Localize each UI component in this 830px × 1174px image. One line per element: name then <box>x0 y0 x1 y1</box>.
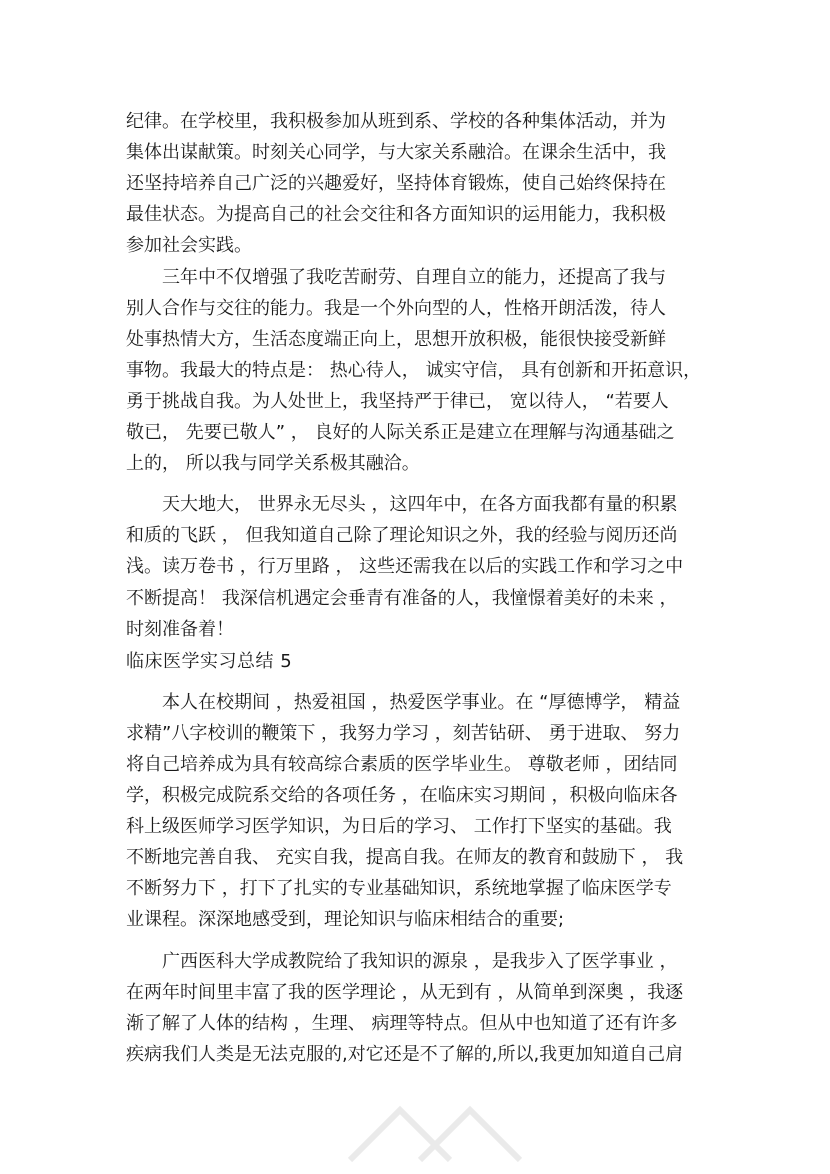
section-heading: 临床医学实习总结 5 <box>126 651 293 672</box>
text-line: 不断努力下 ，打下了扎实的专业基础知识，系统地掌握了临床医学专 <box>126 878 672 899</box>
text-line: 天大地大， 世界永无尽头 ，这四年中，在各方面我都有量的积累 <box>126 494 678 515</box>
text-line: 还坚持培养自己广泛的兴趣爱好，坚持体育锻炼，使自己始终保持在 <box>126 173 666 194</box>
text-line: 和质的飞跃 ， 但我知道自己除了理论知识之外，我的经验与阅历还尚 <box>126 525 678 546</box>
text-line: 最佳状态。为提高自己的社会交往和各方面知识的运用能力，我积极 <box>126 204 666 225</box>
text-line: 集体出谋献策。时刻关心同学，与大家关系融洽。在课余生活中，我 <box>126 142 666 163</box>
text-line: 勇于挑战自我。为人处世上，我坚持严于律已， 宽以待人， “若要人 <box>126 391 669 412</box>
text-line: 本人在校期间 ，热爱祖国 ，热爱医学事业。在 “厚德博学， 精益 <box>126 692 681 713</box>
text-line: 事物。我最大的特点是： 热心待人， 诚实守信， 具有创新和开拓意识， <box>126 360 702 381</box>
text-line: 参加社会实践。 <box>126 235 252 256</box>
text-line: 不断提高！ 我深信机遇定会垂青有准备的人，我憧憬着美好的未来 ， <box>126 588 678 609</box>
text-line: 在两年时间里丰富了我的医学理论 ，从无到有 ，从简单到深奥 ，我逐 <box>126 982 684 1003</box>
text-line: 渐了解了人体的结构 ，生理、 病理等特点。但从中也知道了还有许多 <box>126 1013 678 1034</box>
text-line: 三年中不仅增强了我吃苦耐劳、自理自立的能力，还提高了我与 <box>126 267 666 288</box>
text-line: 求精”八字校训的鞭策下 ，我努力学习 ，刻苦钻研、 勇于进取、 努力 <box>126 723 681 744</box>
text-line: 不断地完善自我、 充实自我，提高自我。在师友的教育和鼓励下 ， 我 <box>126 847 684 868</box>
text-line: 处事热情大方，生活态度端正向上，思想开放积极，能很快接受新鲜 <box>126 329 666 350</box>
text-line: 敬已， 先要已敬人” ， 良好的人际关系正是建立在理解与沟通基础之 <box>126 422 675 443</box>
text-line: 纪律。在学校里，我积极参加从班到系、学校的各种集体活动，并为 <box>126 111 666 132</box>
text-line: 将自己培养成为具有较高综合素质的医学毕业生。 尊敬老师 ，团结同 <box>126 754 678 775</box>
text-line: 学，积极完成院系交给的各项任务 ，在临床实习期间 ，积极向临床各 <box>126 785 678 806</box>
text-line: 浅。读万卷书 ，行万里路 ， 这些还需我在以后的实践工作和学习之中 <box>126 556 684 577</box>
text-line: 别人合作与交往的能力。我是一个外向型的人，性格开朗活泼，待人 <box>126 298 666 319</box>
watermark-icon <box>330 1090 530 1170</box>
text-line: 业课程。深深地感受到，理论知识与临床相结合的重要; <box>126 909 565 930</box>
text-line: 广西医科大学成教院给了我知识的源泉 ，是我步入了医学事业 ， <box>126 951 678 972</box>
text-line: 科上级医师学习医学知识，为日后的学习、 工作打下坚实的基础。我 <box>126 816 672 837</box>
text-line: 时刻准备着！ <box>126 619 234 640</box>
text-line: 上的， 所以我与同学关系极其融洽。 <box>126 453 420 474</box>
text-line: 疾病我们人类是无法克服的,对它还是不了解的,所以,我更加知道自己肩 <box>126 1044 684 1065</box>
